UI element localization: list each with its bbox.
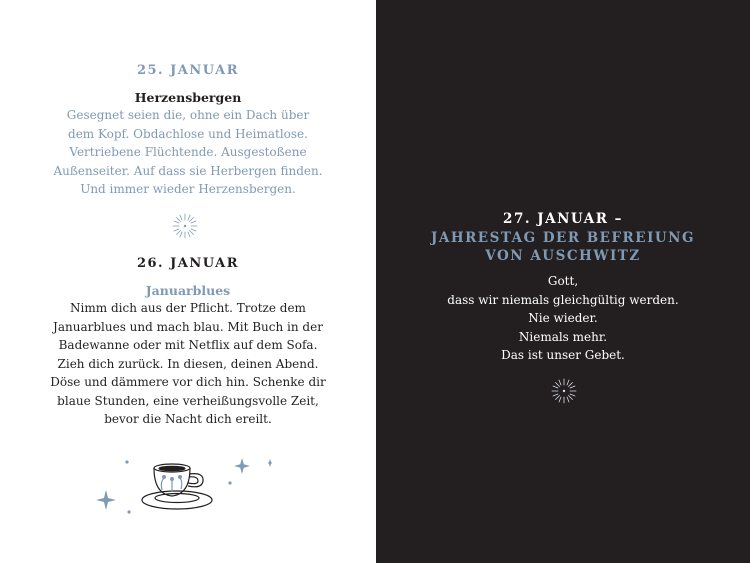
entry-date-26-januar: 26. JANUAR <box>136 256 240 271</box>
body-line: Badewanne oder mit Netflix auf dem Sofa. <box>58 338 318 352</box>
right-page <box>376 0 750 563</box>
entry-body-januarblues <box>0 299 376 429</box>
coffee-cup-illustration <box>92 450 272 525</box>
title-line: VON AUSCHWITZ <box>485 248 641 264</box>
entry-title-januarblues: Januarblues <box>145 283 231 298</box>
body-line: Außenseiter. Auf dass sie Herbergen finden. <box>53 163 323 178</box>
starburst-icon <box>170 211 200 241</box>
entry-body-gebet <box>376 272 750 365</box>
starburst-icon <box>549 376 579 406</box>
body-line: bevor die Nacht dich ereilt. <box>104 412 272 426</box>
entry-body-herzensbergen <box>0 106 376 199</box>
body-line: Nie wieder. <box>528 311 598 325</box>
body-line: Niemals mehr. <box>518 329 608 344</box>
body-line: Januarblues und mach blau. Mit Buch in der <box>53 319 323 334</box>
entry-date-25-januar: 25. JANUAR <box>136 63 240 78</box>
body-line: Vertriebene Flüchtende. Ausgestoßene <box>69 145 307 159</box>
entry-title-herzensbergen: Herzensbergen <box>134 90 242 105</box>
body-line: Nimm dich aus der Pflicht. Trotze dem <box>70 301 306 315</box>
coffee-cup-icon <box>142 464 212 509</box>
body-line: Gesegnet seien die, ohne ein Dach über <box>66 108 310 122</box>
body-line: Zieh dich zurück. In diesen, deinen Abend. <box>57 356 319 371</box>
body-line: dass wir niemals gleichgültig werden. <box>447 292 679 307</box>
body-line: Gott, <box>547 274 579 288</box>
body-line: blaue Stunden, eine verheißungsvolle Zeit, <box>57 393 319 408</box>
title-line: JAHRESTAG DER BEFREIUNG <box>430 230 696 246</box>
body-line: Döse und dämmere vor dich hin. Schenke dir <box>50 375 326 389</box>
entry-date-27-januar: 27. JANUAR – <box>503 211 623 227</box>
body-line: dem Kopf. Obdachlose und Heimatlose. <box>68 126 308 141</box>
body-line: Das ist unser Gebet. <box>501 348 625 362</box>
entry-title-auschwitz <box>376 229 750 265</box>
body-line: Und immer wieder Herzensbergen. <box>80 182 296 196</box>
